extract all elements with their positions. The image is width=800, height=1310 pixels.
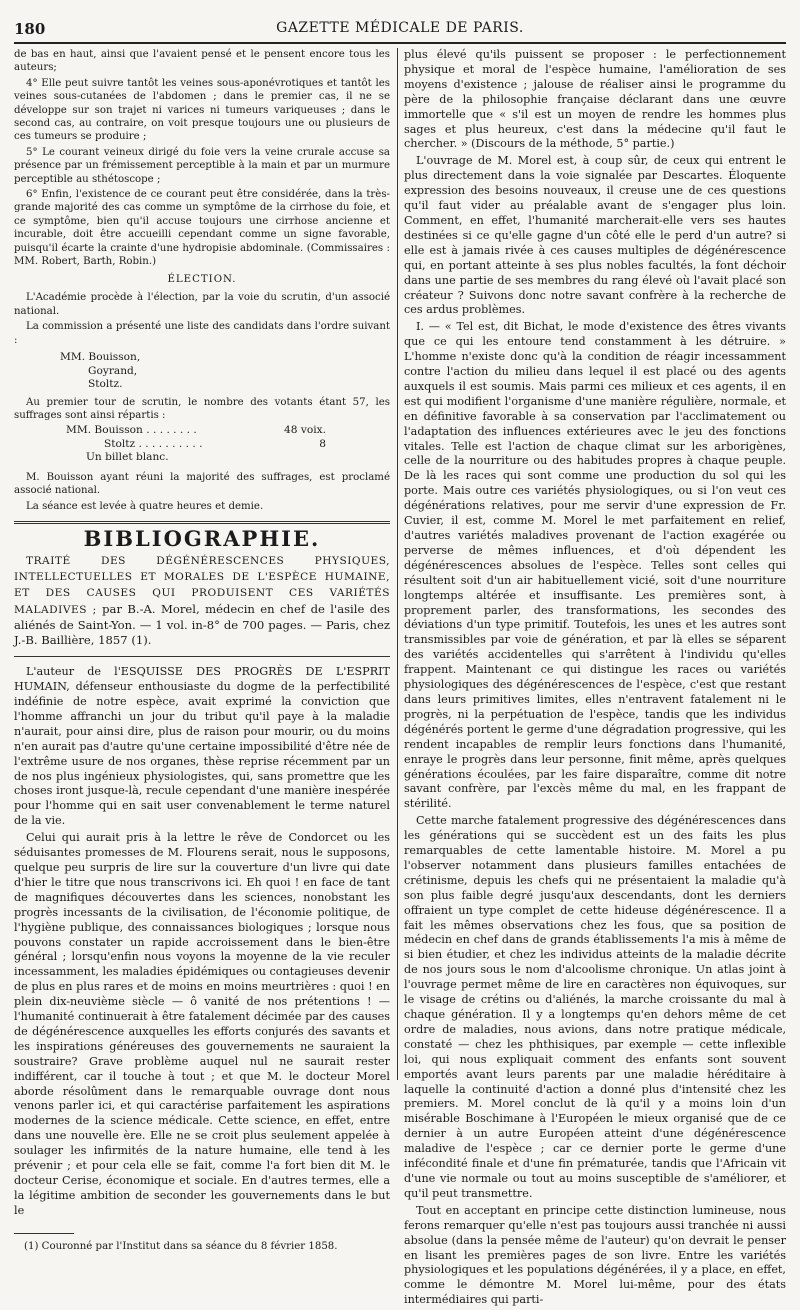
book-title: TRAITÉ DES DÉGÉNÉRESCENCES PHYSIQUES, INTELLECTUELLES ET MORALES DE L'ESPÈCE HUMAINE, ET DES CAUSES QUI PRODUISENT CES VARIÉTÉS MALADIVES ; bbox=[14, 554, 390, 616]
section-divider bbox=[14, 521, 390, 524]
left-column bbox=[14, 48, 390, 1257]
paragraph: M. Bouisson ayant réuni la majorité des suffrages, est proclamé associé national. bbox=[14, 471, 390, 497]
book-reference bbox=[14, 553, 390, 648]
page-header bbox=[14, 20, 786, 42]
paragraph: Celui qui aurait pris à la lettre le rêve de Condorcet ou les séduisantes promesses de M. Flourens serait, nous le supposons, quelque peu surpris de lire sur la couverture d'un livre qui date d'hier le titre que nous transcrivons ici. Eh quoi ! en face de tant de magnifiques découvertes dans les sciences, nonobstant les progrès incessants de la civilisation, de l'économie politique, de l'hygiène publique, des connaissances biologiques ; lorsque nous pouvons constater un rapide accroissement dans le bien-être général ; lorsqu'enfin nous voyons la moyenne de la vie reculer incessamment, les maladies épidémiques ou contagieuses devenir de plus en plus rares et de moins en moins meurtrières : quoi ! en plein dix-neuvième siècle — ô vanité de nos prétentions ! —l'humanité continuerait à être fatalement décimée par des causes de dégénérescence auxquelles les efforts conjurés des savants et les inspirations généreuses des gouvernements ne sauraient la soustraire? Grave problème auquel nul ne saurait rester indifférent, car il touche à tout ; et que M. le docteur Morel aborde résolûment dans le remarquable ouvrage dont nous venons parler ici, et qui caractérise parfaitement les aspirations modernes de la science médicale. Cette science, en effet, entre dans une nouvelle ère. Elle ne se croit plus seulement appelée à soulager les infirmités de la nature humaine, elle tend à les prévenir ; et pour cela elle se fait, comme l'a fort bien dit M. le docteur Cerise, économique et sociale. En d'autres termes, elle a la légitime ambition de seconder les gouvernements dans le but le bbox=[14, 831, 390, 1217]
list-item: Stoltz. bbox=[88, 378, 123, 391]
book-details: par B.-A. Morel, médecin en chef de l'asile des aliénés de Saint-Yon. — 1 vol. in-8° de 700 pages. — Paris, chez J.-B. Baillière, 1857 (1). bbox=[14, 601, 390, 647]
right-column bbox=[404, 48, 786, 1310]
vote-name: Stoltz . . . . . . . . . . bbox=[104, 437, 203, 450]
paragraph: Au premier tour de scrutin, le nombre des votants étant 57, les suffrages sont ainsi répartis : bbox=[14, 396, 390, 421]
vote-count: 8 bbox=[319, 437, 326, 450]
divider bbox=[14, 656, 390, 657]
paragraph: L'auteur de l'ESQUISSE DES PROGRÈS DE L'ESPRIT HUMAIN, défenseur enthousiaste du dogme de la perfectibilité indéfinie de notre espèce, avait exprimé la conviction que l'homme affranchi un jour du tribut qu'il paye à la maladie n'aurait, pour ainsi dire, plus de raison pour mourir, ou du moins n'en aurait pas d'autre qu'une certaine impossibilité d'être née de l'extrême usure de nos organes, thèse reprise récemment par un de nos plus ingénieux physiologistes, qui, sans promettre que les choses iront jusque-là, recule cependant d'une manière inespérée pour l'homme qui en sait user convenablement le terme naturel de la vie. bbox=[14, 665, 390, 828]
paragraph: La commission a présenté une liste des candidats dans l'ordre suivant : bbox=[14, 321, 390, 346]
election-heading: ÉLECTION. bbox=[167, 273, 237, 285]
list-item: Goyrand, bbox=[88, 364, 138, 377]
page-number: 180 bbox=[14, 20, 46, 38]
paragraph: L'Académie procède à l'élection, par la voie du scrutin, d'un associé national. bbox=[14, 292, 390, 317]
paragraph: 4° Elle peut suivre tantôt les veines sous-aponévrotiques et tantôt les veines sous-cutanées de l'abdomen ; dans le premier cas, il ne se développe sur son trajet ni varices ni tumeurs variqueuses ; dans le second cas, au contraire, on voit presque toujours une ou plusieurs de ces tumeurs se produire ; bbox=[14, 77, 390, 143]
footnote: (1) Couronné par l'Institut dans sa séance du 8 février 1858. bbox=[24, 1240, 338, 1252]
paragraph: L'ouvrage de M. Morel est, à coup sûr, de ceux qui entrent le plus directement dans la voie signalée par Descartes. Éloquente expression des besoins nouveaux, il creuse une de ces questions qu'il faut vider au préalable avant de s'engager plus loin. Comment, en effet, l'humanité marcherait-elle vers ses hautes destinées si ce qu'elle gagne d'un côté elle le perd d'un autre? si elle est à jamais rivée à ces causes multiples de dégénérescence qui, en portant atteinte à ses plus nobles facultés, la font déchoir dans une partie de ses membres du rang élevé où l'avait placé son créateur ? Suivons donc notre savant confrère à la recherche de ces ardus problèmes. bbox=[404, 154, 786, 317]
bibliography-heading: BIBLIOGRAPHIE. bbox=[83, 526, 321, 552]
candidate-list bbox=[60, 351, 390, 392]
paragraph: I. — « Tel est, dit Bichat, le mode d'existence des êtres vivants que ce qui les entoure tend constamment à les détruire. » L'homme n'existe donc qu'à la condition de réagir incessamment contre l'action du milieu dans lequel il est placé ou des agents auxquels il est soumis. Mais parmi ces milieux et ces agents, il en est qui modifient l'organisme d'une manière régulière, normale, et en définitive favorable à sa conservation par l'acclimatement ou l'adaptation des influences extérieures avec le jeu des fonctions vitales. Telle est l'action de chaque climat sur les arborigènes, celle de la nourriture ou des habitudes propres à chaque peuple. De là les races qui sont comme une production du sol qui les porte. Mais outre ces variétés physiologiques, ou si l'on veut ces dégénérations relatives, pour me servir d'une expression de Fr. Cuvier, il est, comme M. Morel le met parfaitement en relief, d'autres variétés maladives provenant de l'action exagérée ou perverse de mêmes influences, et d'où dépendent les dégénérescences absolues de l'espèce. Telles sont celles qui résultent soit d'un air habituellement vicié, soit d'une nourriture longtemps altérée et insuffisante. Les premières sont, à proprement parler, des transformations, les secondes des déviations d'un type primitif. Toutefois, les unes et les autres sont transmissibles par voie de génération, et par là elles se séparent des variétés accidentelles qui s'arrêtent à l'individu qu'elles frappent. Maintenant ce qui distingue les races ou variétés physiologiques des dégénérescences de l'espèce, c'est que restant dans leurs primitives limites, elles n'entravent fatalement ni le progrès, ni la perpétuation de l'espèce, tandis que les individus dégénérés portent le germe d'une dégradation progressive, qui les rendent incapables de remplir leurs fonctions dans l'humanité, enraye le progrès dans leur personne, finit même, après quelques générations écoulées, par les faire disparaître, comme dit notre savant confrère, par l'excès même du mal, en les frappant de stérilité. bbox=[404, 320, 786, 811]
paragraph: Cette marche fatalement progressive des dégénérescences dans les générations qui se succèdent est un des faits les plus remarquables de cette lamentable histoire. M. Morel a pu l'observer notamment dans plusieurs familles entachées de crétinisme, depuis les chefs qui ne présentaient la maladie qu'à son plus faible degré jusqu'aux descendants, dont les derniers offraient un type complet de cette hideuse dégénérescence. Il a fait les mêmes observations chez les fous, que sa position de médecin en chef dans de grands établissements l'a mis à même de si bien étudier, et chez les individus atteints de la maladie décrite de nos jours sous le nom d'alcoolisme chronique. Un atlas joint à l'ouvrage permet même de lire en caractères non équivoques, sur le visage de crétins ou d'aliénés, la marche croissante du mal à chaque génération. Il y a longtemps qu'en dehors même de cet ordre de maladies, nous avions, dans notre pratique médicale, constaté — chez les phthisiques, par exemple — cette inflexible loi, qui nous expliquait comment des enfants sont souvent emportés avant leurs parents par une maladie héréditaire à laquelle la continuité d'action a donné plus d'intensité chez les premiers. M. Morel conclut de là qu'il y a moins loin d'un misérable Boschimane à l'Européen le mieux organisé que de ce dernier à un autre Européen atteint d'une dégénérescence maladive de l'espèce ; car ce dernier porte le germe d'une infécondité finale et d'une fin prématurée, tandis que l'Africain vit d'une vie normale ou tout au moins susceptible de s'améliorer, et qu'il peut transmettre. bbox=[404, 814, 786, 1200]
vote-name: MM. Bouisson . . . . . . . . bbox=[66, 424, 197, 437]
paragraph: plus élevé qu'ils puissent se proposer : le perfectionnement physique et moral de l'espèce humaine, l'amélioration de ses moyens d'existence ; jalouse de réaliser ainsi le programme du père de la philosophie française déclarant dans une œuvre immortelle que « s'il est un moyen de rendre les hommes plus sages et plus heureux, c'est dans la médecine qu'il faut le chercher. » (Discours de la méthode, 5° partie.) bbox=[404, 48, 786, 151]
paragraph: Tout en acceptant en principe cette distinction lumineuse, nous ferons remarquer qu'elle n'est pas toujours aussi tranchée ni aussi absolue (dans la pensée même de l'auteur) qu'on devrait le penser en lisant les premières pages de son livre. Entre les variétés physiologiques et les populations dégénérées, il y a place, en effet, comme le démontre M. Morel lui-même, pour des états intermédiaires qui parti- bbox=[404, 1203, 786, 1307]
paragraph: de bas en haut, ainsi que l'avaient pensé et le pensent encore tous les auteurs; bbox=[14, 49, 390, 74]
column-divider bbox=[397, 48, 398, 1080]
vote-row bbox=[66, 438, 326, 452]
vote-count: 48 voix. bbox=[284, 424, 326, 437]
paragraph: La séance est levée à quatre heures et demie. bbox=[26, 500, 264, 512]
journal-title: GAZETTE MÉDICALE DE PARIS. bbox=[276, 20, 524, 36]
header-rule bbox=[14, 42, 786, 44]
vote-row bbox=[66, 451, 326, 465]
vote-results bbox=[66, 424, 390, 465]
list-item: MM. Bouisson, bbox=[60, 351, 141, 364]
vote-row bbox=[66, 424, 326, 438]
paragraph: 5° Le courant veineux dirigé du foie vers la veine crurale accuse sa présence par un frémissement perceptible à la main et par un murmure perceptible au sthétoscope ; bbox=[14, 146, 390, 185]
paragraph: 6° Enfin, l'existence de ce courant peut être considérée, dans la très-grande majorité des cas comme un symptôme de la cirrhose du foie, et ce symptôme, bien qu'il accuse toujours une cirrhose ancienne et incurable, doit être accueilli cependant comme un signe favorable, puisqu'il écarte la crainte d'une hydropisie abdominale. (Commissaires : MM. Robert, Barth, Robin.) bbox=[14, 189, 390, 268]
footnote-rule bbox=[14, 1233, 74, 1234]
vote-name: Un billet blanc. bbox=[86, 451, 169, 464]
